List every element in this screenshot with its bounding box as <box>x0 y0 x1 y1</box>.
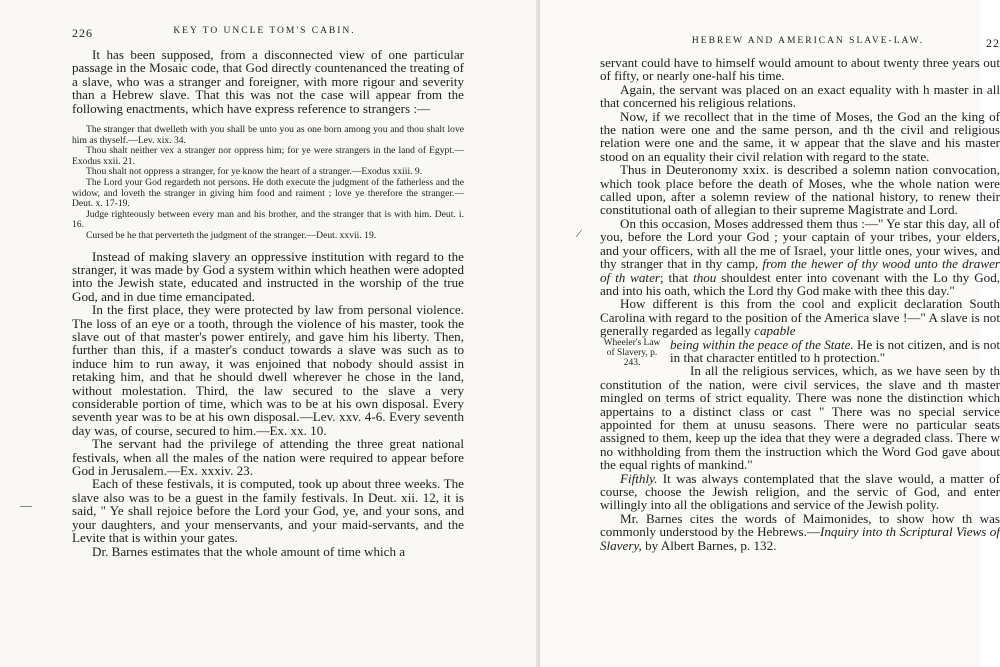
intro-paragraph: It has been supposed, from a disconnected view of one particular passage in the Mosaic code, that God directly countenanced the treating of a slave, who was a stranger and foreigner, with more rigour and severity than a Hebrew slave. That this was not the case will appear from the following enactments, which have express reference to strangers :— <box>72 47 464 116</box>
body-paragraph: In all the religious services, which, as we have seen by th constitution of the nation, were civil services, the slave and th master mingled on terms of strict equality. There was none the distinction which appertains to a distinct class or cast " There was no special service appointed for them at unusu seasons. There were no particular seats assigned to them, keep up the idea that they were a degraded class. There w no withholding from them the instruction which the Word God gave about the equal rights of mankind." <box>600 363 1000 473</box>
sidenote-block <box>600 336 1000 368</box>
right-running-header <box>600 36 1000 54</box>
body-paragraph: Thus in Deuteronomy xxix. is described a solemn nation convocation, which took place before the death of Moses, whe the whole nation were called upon, after a solemn review of the national history, to renew their constitutional oath of allegian to their supreme Magistrate and Lord. <box>600 162 1000 218</box>
quote-item: Thou shalt not oppress a stranger, for ye know the heart of a stranger.—Exodus xxiii. 9. <box>86 166 423 178</box>
text-run: shouldest enter into covenant with the Lo thy God, and into his oath, which the Lord thy God make with thee this day." <box>600 269 1000 298</box>
body-paragraph: In the first place, they were protected by law from personal violence. The loss of an eye or a tooth, through the violence of his master, took the slave out of that master's power entirely, and gave him his liberty. Then, further than this, if a master's conduct towards a slave was such as to induce him to run away, it was enjoined that nobody should assist in retaking him, and that he should dwell wherever he chose in the land, without molestation. Third, the law secured to the slave a very considerable portion of time, which was to be at his own disposal. Every seventh year was to be at his own disposal.—Lev. xxv. 4-6. Every seventh day was, of course, secured to him.—Ex. xx. 10. <box>72 302 464 438</box>
text-run: ; that <box>659 269 689 285</box>
right-text-column <box>600 36 1000 552</box>
text-run: Mr. Barnes cites the words of Maimonides, to show how th was commonly understood by the Hebrews.— <box>600 510 1000 540</box>
quote-item: Thou shalt neither vex a stranger nor oppress him; for ye were strangers in the land of Egypt.—Exodus xxii. 21. <box>72 145 464 167</box>
quote-item: Judge righteously between every man and his brother, and the stranger that is with him. Deut. i. 16. <box>72 208 464 231</box>
section-label: Fifthly. <box>620 470 658 486</box>
body-paragraph: Instead of making slavery an oppressive institution with regard to the stranger, it was made by God a system within which heathen were adopted into the Jewish state, educated and instructed in the worship of the true God, and in due time emancipated. <box>72 248 464 304</box>
text-run: It was always contemplated that the slave would, a matter of course, choose the Jewish religion, and the servic of God, and enter willingly into all the obligations and service of the Jewish polity. <box>600 470 1000 513</box>
body-paragraph: Again, the servant was placed on an exact equality with h master in all that concerned his religious relations. <box>600 81 1000 111</box>
margin-mark: — <box>20 498 32 512</box>
italic-run: capable <box>754 323 796 339</box>
italic-run: Inquiry into th Scriptural Views of Slavery, <box>600 524 1000 553</box>
text-run: by Albert Barnes, p. 132. <box>645 537 777 553</box>
body-paragraph: servant could have to himself would amount to about twenty three years out of fifty, or nearly one-half his time. <box>600 55 1000 84</box>
left-page-number: 226 <box>72 26 93 40</box>
margin-mark: ⁄ <box>578 226 581 240</box>
left-running-header <box>72 26 464 44</box>
body-paragraph <box>600 512 1000 552</box>
body-paragraph: The servant had the privilege of attending the three great national festivals, when all the males of the nation were required to appear before God in Jerusalem.—Ex. xxxiv. 23. <box>72 436 464 479</box>
text-run: He is not citizen, and is not in that character entitled to h protection." <box>670 336 1000 365</box>
sidenote: Wheeler's Law of Slavery, p. 243. <box>603 337 661 368</box>
scripture-quotes <box>72 125 464 242</box>
body-paragraph: Each of these festivals, it is computed, took up about three weeks. The slave also was to be a guest in the family festivals. In Deut. xii. 12, it is said, " Ye shall rejoice before the Lord your God, ye, and your sons, and your daughters, and your menservants, and your maid-servants, and the Levite that is within your gates. <box>72 476 464 546</box>
right-page <box>540 0 1000 667</box>
italic-run: being within the peace of the State. <box>670 336 854 352</box>
body-paragraph <box>600 472 1000 512</box>
right-running-head: HEBREW AND AMERICAN SLAVE-LAW. <box>691 36 925 46</box>
italic-run: from the hewer of thy wood unto the drawer of th water <box>600 256 1000 285</box>
text-run: How different is this from the cool and explicit declaration South Carolina with regard to the position of the America slave !—" A slave is not generally regarded as legally <box>600 296 1000 339</box>
right-page-number: 22 <box>986 36 1000 50</box>
body-paragraph <box>664 338 1000 365</box>
italic-run: thou <box>693 269 717 285</box>
quote-item: The Lord your God regardeth not persons. He doth execute the judgment of the fatherless and the widow, and loveth the stranger in giving him food and raiment ; love ye therefore the stranger.—Deut. x. 17-19. <box>72 177 464 210</box>
text-run: On this occasion, Moses addressed them thus :—" Ye star this day, all of you, before the Lord your God ; your captain of your tribes, your elders, and your officers, with all the me of Israel, your little ones, your wives, and thy stranger that in thy camp, <box>600 215 1000 272</box>
body-paragraph: Dr. Barnes estimates that the whole amount of time which a <box>92 543 406 559</box>
quote-item: Cursed be he that perverteth the judgment of the stranger.—Deut. xxvii. 19. <box>86 229 377 241</box>
body-paragraph: Now, if we recollect that in the time of Moses, the God an the king of the nation were one and the same person, and th the civil and religious relation were one and the same, it w appear that the slave and his master stood on an equality their civil relation with regard to the state. <box>600 108 1000 164</box>
left-text-column <box>72 26 464 558</box>
body-paragraph <box>600 297 1000 337</box>
quote-item: The stranger that dwelleth with you shall be unto you as one born among you and thou shalt love him as thyself.—Lev. xix. 34. <box>72 124 464 146</box>
left-running-head: KEY TO UNCLE TOM'S CABIN. <box>173 26 356 36</box>
body-paragraph <box>600 217 1000 297</box>
